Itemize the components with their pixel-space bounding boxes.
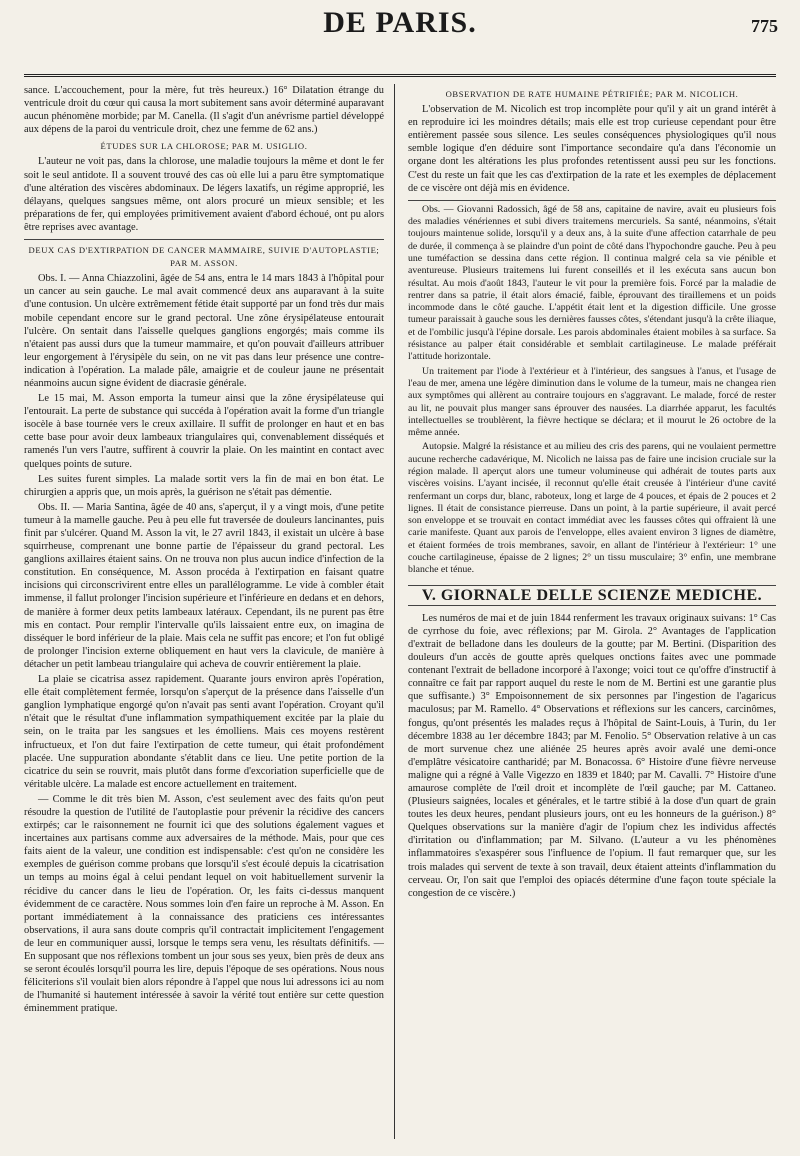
section-separator [24, 239, 384, 240]
page-header-title: DE PARIS. [323, 6, 477, 39]
left-column [24, 84, 384, 1139]
right-column [408, 84, 776, 1139]
header-rule [24, 74, 776, 77]
paragraph: Les numéros de mai et de juin 1844 renferment les travaux originaux suivans: 1° Cas de cyrrhose du foie, avec réflexions; par M. Girola. 2° Avantages de l'application d'extrait de belladone dans les douleurs de la goutte; par M. Bertini. (Disparition des douleurs d'un accès de goutte après quelques onctions faites avec une pommade contenant l'extrait de belladone incorporé à l'axonge; voici tout ce qu'offre d'instructif à connaître ce fait par rapport auquel du reste le nom de M. Bertini est une garantie plus que suffisante.) 3° Empoisonnement de six personnes par l'ingestion de l'agaricus maculosus; par M. Ramello. 4° Observations et réflexions sur les cancers, carcinômes, fongus, qu'ont présentés les malades reçus à l'hôpital de Saint-Louis, à Turin, du 1er décembre 1838 au 1er décembre 1843; par M. Fenolio. 5° Observation relative à un cas de mort survenue chez une aliénée 25 heures après avoir avalé une demi-once d'emplâtre vésicatoire cantharidé; par M. Bonacossa. 6° Histoire d'une fièvre nerveuse maligne qui a régné à Valle Vigezzo en 1839 et 1840; par M. Cavalli. 7° Histoire d'une amaurose complète de l'œil droit et incomplète de l'œil gauche; par M. Cattaneo. (Plusieurs saignées, locales et générales, et le tartre stibié à la dose d'un quart de grain toutes les deux heures, pendant plusieurs jours, ont eu les honneurs de la guérison.) 8° Quelques observations sur la manière d'agir de l'opium chez les individus affectés d'irritation ou d'inflammation; par M. Silvano. (L'auteur a vu les phénomènes inflammatoires s'exaspérer sous l'influence de l'opium. Il faut remarquer que, sur les trois malades qui servent de texte à son travail, deux étaient atteints d'inflammation du cerveau. Or, l'on sait que l'emploi des opiacés détermine d'une façon toute spéciale la congestion de ce viscère.) [408, 612, 776, 899]
paragraph: Les suites furent simples. La malade sortit vers la fin de mai en bon état. Le chirurgien a appris que, un mois après, la guérison ne s'était pas démentie. [24, 473, 384, 498]
journal-heading: V. GIORNALE DELLE SCIENZE MEDICHE. [408, 585, 776, 606]
paragraph: La plaie se cicatrisa assez rapidement. Quarante jours environ après l'opération, elle était complètement fermée, lorsqu'on s'aperçut de la présence dans l'aisselle d'un ganglion lymphatique engorgé qu'on n'avait pas senti avant l'opération. Croyant qu'il n'était que le résultat d'une inflammation sympathiquement excitée par la plaie du sein, on le traita par les sangsues et les émolliens. Mais ces moyens restèrent infructueux, et l'on dut faire l'extirpation de cette tumeur, qui était profondément placée. Une suppuration abondante s'établit dans ce lieu. Une petite portion de la cicatrice du sein se rouvrit, mais plutôt dans forme d'excoriation superficielle que de véritable ulcère. La malade est encore actuellement en traitement. [24, 674, 384, 790]
column-divider [394, 84, 395, 1139]
section-heading: ÉTUDES SUR LA CHLOROSE; PAR M. USIGLIO. [100, 141, 308, 152]
paragraph: Obs. I. — Anna Chiazzolini, âgée de 54 ans, entra le 14 mars 1843 à l'hôpital pour un cancer au sein gauche. Le mal avait commencé deux ans auparavant à la suite d'une contusion. Un ulcère extrêmement fétide était supporté par un fond très dur mais mobile cependant encore sur le grand pectoral. Une zône érysipélateuse entourait l'ulcère. On sentait dans l'aisselle quelques ganglions engorgés; mais comme ils n'étaient pas aussi durs que la tumeur mammaire, et qu'on pouvait d'ailleurs attribuer leur engorgement à l'érysipèle du sein, on ne vit pas dans leur présence une contre-indication à l'opération. La malade pâle, amaigrie et de couleur jaune ne présentait néanmoins aucun signe évident de diacrasie générale. [24, 273, 384, 389]
paragraph: L'auteur ne voit pas, dans la chlorose, une maladie toujours la même et dont le fer soit le seul antidote. Il a souvent trouvé des cas où elle lui a paru être symptomatique d'une altération des viscères abdominaux. De légers laxatifs, un régime approprié, les délayans, quelques sangsues même, ont alors procuré un mieux sensible; et les préparations de fer, qui employées primitivement avaient d'abord échoué, ont pu alors être reprises avec avantage. [24, 156, 384, 233]
paragraph: Obs. — Giovanni Radossich, âgé de 58 ans, capitaine de navire, avait eu plusieurs fois des maladies vénériennes et subi divers traitemens mercuriels. Sa santé, néanmoins, s'était toujours maintenue solide, lorsqu'il y a deux ans, à la suite d'une affection catarrhale de peu de durée, il commença à se plaindre d'un point de côté dans l'hypochondre gauche. Peu à peu une tuméfaction se dessina dans cette région. Il continua malgré cela sa vie pénible et aventureuse. Plusieurs traitemens lui furent conseillés et il les exécuta sans aucun bon résultat. Au mois d'août 1843, l'auteur le vit pour la première fois. Forcé par la maladie de rentrer dans sa patrie, il était alors émacié, faible, éprouvant des tiraillemens et un poids incommode dans le côté gauche. L'appétit était lent et la digestion difficile. Une grosse tumeur paraissait à gauche sous les dernières fausses côtes, s'étendant jusqu'à la crête iliaque, et de l'ombilic jusqu'à l'épine dorsale. Les parois abdominales étaient mobiles à sa surface. Sa résistance au palper était considérable et semblait cartilagineuse. Le malade préférait l'attitude horizontale. [408, 203, 776, 363]
section-heading: DEUX CAS D'EXTIRPATION DE CANCER MAMMAIRE, SUIVIE D'AUTOPLASTIE; PAR M. ASSON. [28, 245, 380, 269]
paragraph: Autopsie. Malgré la résistance et au milieu des cris des parens, qui ne voulaient permettre aucune recherche cadavérique, M. Nicolich ne laissa pas de faire une incision cruciale sur la région malade. Il aperçut alors une tumeur volumineuse qui adhérait de toutes parts aux viscères voisins. L'ayant incisée, il reconnut qu'elle était creusée à l'intérieur d'une cavité renfermant un corps dur, blanc, raboteux, long et large de 4 pouces, et épais de 2 pouces et 2 lignes. Il était de consistance pierreuse. Dans un point, à la partie supérieure, il avait percé son enveloppe et se trouvait en contact immédiat avec les fausses côtes qui offraient là une carie manifeste. Quant aux parois de l'enveloppe, elles avaient environ 3 lignes de diamètre, et étaient formées de trois membranes, savoir, en allant de l'intérieur à l'extérieur: 1° une couche cartilagineuse, épaisse de 2 lignes; 2° un tissu musculaire; 3° enfin, une membrane blanche et ténue. [408, 441, 776, 576]
paragraph: Le 15 mai, M. Asson emporta la tumeur ainsi que la zône érysipélateuse qui l'entourait. La perte de substance qui succéda à l'opération avait la forme d'un triangle isocèle à base tournée vers le creux axillaire. Il suffit de prolonger en haut et en bas cette base pour avoir deux lambeaux triangulaires qui, convenablement disséqués et ramenés l'un vers l'autre, suffirent à couvrir la plaie. On les maintint en contact avec quelques points de suture. [24, 393, 384, 470]
paragraph: Obs. II. — Maria Santina, âgée de 40 ans, s'aperçut, il y a vingt mois, d'une petite tumeur à la mamelle gauche. Peu à peu elle fut traversée de douleurs lancinantes, puis finit par s'ulcérer. Quand M. Asson la vit, le 27 avril 1843, il existait un ulcère à base squirrheuse, comprenant une bonne partie de l'épaisseur du grand pectoral. Les ganglions axillaires étaient sains. On ne trouva non plus aucun indice d'infection de la constitution. En conséquence, M. Asson procéda à l'extirpation en faisant quatre incisions qui circonscrivirent entre elles un parallélogramme. Le vide à combler était immense, il fallut prolonger l'incision supérieure et l'inférieure en dedans et en dehors, de manière à former deux petits lambeaux latéraux. Cependant, ils ne purent pas être mis en contact. Pour remplir l'intervalle qu'ils laissaient entre eux, on imagina de disséquer le bord inférieur de la plaie. Mais cela ne suffit pas encore; et l'on fut obligé de prolonger l'incision externe obliquement en haut vers la clavicule, de manière à détacher un petit lambeau triangulaire qui acheva de couvrir entièrement la plaie. [24, 501, 384, 670]
page-number: 775 [751, 16, 778, 36]
paragraph: sance. L'accouchement, pour la mère, fut très heureux.) 16° Dilatation étrange du ventricule droit du cœur qui causa la mort subitement sans avoir déterminé auparavant aucun phénomène morbide; par M. Canella. (Il s'agit d'un anévrisme partiel développé aux dépens de la paroi du ventricule droit, chez une femme de 62 ans.) [24, 85, 384, 136]
paragraph: L'observation de M. Nicolich est trop incomplète pour qu'il y ait un grand intérêt à en reproduire ici les moindres détails; mais elle est trop curieuse cependant pour être entièrement passée sous silence. Les seules conséquences physiologiques qu'il nous semble logique d'en déduire sont l'importance secondaire qu'a dans l'économie un organe dont les altérations les plus profondes retentissent aussi peu sur les fonctions. C'est du reste un fait que les cas d'extirpation de la rate et les exemples de déplacement de ce viscère ont déjà mis en évidence. [408, 104, 776, 194]
section-heading: OBSERVATION DE RATE HUMAINE PÉTRIFIÉE; PAR M. NICOLICH. [445, 89, 739, 99]
paragraph: — Comme le dit très bien M. Asson, c'est seulement avec des faits qu'on peut résoudre la question de l'utilité de l'autoplastie pour prévenir la récidive des cancers extirpés; car le raisonnement ne fournit ici que des solutions également vagues et incertaines aux partisans comme aux adversaires de la méthode. Mais, pour que ces faits aient de la valeur, une condition est indispensable: c'est qu'on ne considère les exemples de guérison comme probans que lorsqu'il s'est écoulé depuis la cicatrisation un temps au moins égal à celui pendant lequel on voit habituellement survenir la récidive du cancer dans le lieu de l'opération. Or, les faits ci-dessus manquent évidemment de ce caractère. Nous sommes loin d'en faire un reproche à M. Asson. En portant immédiatement à la connaissance des praticiens ces intéressantes observations, il aura sans doute compris qu'il contractait implicitement l'engagement de leur en communiquer aussi, lorsque le temps sera venu, les résultats définitifs. — En supposant que nos réflexions tombent un jour sous ses yeux, bien près de deux ans se seront écoulés lorsqu'il pourra les lire, depuis l'époque de ses opérations. Nous nous féliciterions s'il voulait bien alors répondre à l'appel que nous lui adressons ici au nom de l'humanité si hautement intéressée à savoir la vérité tout entière sur cette question éminemment pratique. [24, 793, 384, 1015]
section-separator [408, 200, 776, 201]
paragraph: Un traitement par l'iode à l'extérieur et à l'intérieur, des sangsues à l'anus, et l'usage de l'eau de mer, amena une légère diminution dans le volume de la tumeur, mais ne changea rien aux symptômes qui allèrent au contraire toujours en s'aggravant. Le malade, forcé de rester au lit, ne pouvait plus manger sans éprouver des nausées. La diarrhée apparut, les facultés intellectuelles se troublèrent, la fièvre hectique se déclara; et il mourut le 26 octobre de la même année. [408, 365, 776, 439]
